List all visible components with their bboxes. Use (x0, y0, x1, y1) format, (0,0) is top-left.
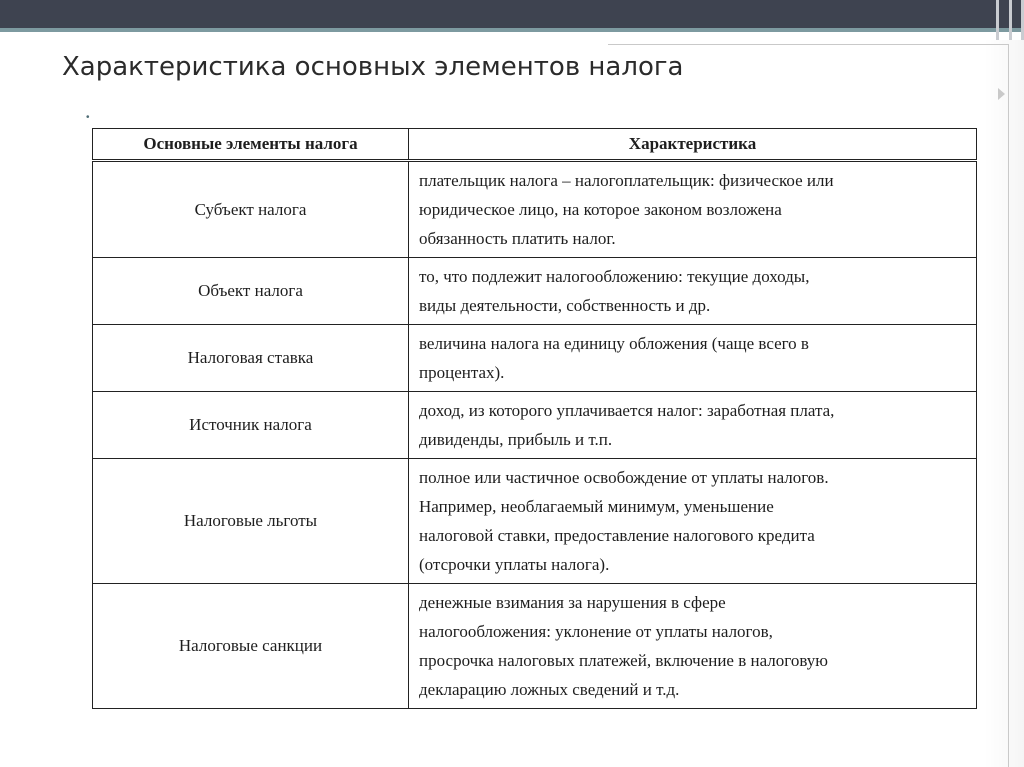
bullet-marker: • (86, 112, 90, 123)
characteristic-line: денежные взимания за нарушения в сфере (419, 593, 726, 612)
slide-frame-line (1008, 44, 1009, 767)
slide-top-bar (0, 0, 1024, 28)
table-row (93, 459, 977, 584)
characteristic-cell (409, 459, 977, 584)
characteristic-line: обязанность платить налог. (419, 229, 616, 248)
characteristic-line: юридическое лицо, на которое законом возложена (419, 200, 782, 219)
element-cell: Налоговые санкции (93, 584, 409, 709)
element-cell: Объект налога (93, 258, 409, 325)
element-cell: Субъект налога (93, 161, 409, 258)
characteristic-line: налоговой ставки, предоставление налогового кредита (419, 526, 815, 545)
slide-edge-shadow (984, 40, 1024, 767)
slide-title: Характеристика основных элементов налога (62, 52, 684, 82)
element-cell: Налоговая ставка (93, 325, 409, 392)
characteristic-cell (409, 325, 977, 392)
characteristic-cell (409, 258, 977, 325)
column-header-elements: Основные элементы налога (93, 129, 409, 161)
corner-strip (1009, 0, 1012, 40)
slide-corner-strips (996, 0, 1024, 40)
element-cell: Налоговые льготы (93, 459, 409, 584)
characteristic-line: то, что подлежит налогообложению: текущие доходы, (419, 267, 810, 286)
table-row (93, 161, 977, 258)
characteristic-line: виды деятельности, собственность и др. (419, 296, 711, 315)
element-cell: Источник налога (93, 392, 409, 459)
characteristic-line: Например, необлагаемый минимум, уменьшение (419, 497, 774, 516)
table-row (93, 258, 977, 325)
characteristic-line: просрочка налоговых платежей, включение в налоговую (419, 651, 828, 670)
characteristic-line: декларацию ложных сведений и т.д. (419, 680, 680, 699)
characteristic-line: полное или частичное освобождение от уплаты налогов. (419, 468, 829, 487)
slide-frame-notch (998, 88, 1005, 100)
characteristic-line: дивиденды, прибыль и т.п. (419, 430, 613, 449)
characteristic-line: доход, из которого уплачивается налог: заработная плата, (419, 401, 835, 420)
column-header-characteristic: Характеристика (409, 129, 977, 161)
characteristic-cell (409, 161, 977, 258)
characteristic-cell (409, 392, 977, 459)
characteristic-line: величина налога на единицу обложения (чаще всего в (419, 334, 809, 353)
table-row (93, 584, 977, 709)
characteristic-line: налогообложения: уклонение от уплаты налогов, (419, 622, 773, 641)
characteristic-line: плательщик налога – налогоплательщик: физическое или (419, 171, 834, 190)
corner-strip (996, 0, 999, 40)
table-row (93, 325, 977, 392)
slide-frame-line (608, 44, 1008, 45)
characteristic-line: (отсрочки уплаты налога). (419, 555, 610, 574)
table-header-row (93, 129, 977, 161)
table-row (93, 392, 977, 459)
characteristic-line: процентах). (419, 363, 505, 382)
slide-accent-line (0, 28, 1024, 32)
tax-elements-table (92, 128, 977, 709)
characteristic-cell (409, 584, 977, 709)
